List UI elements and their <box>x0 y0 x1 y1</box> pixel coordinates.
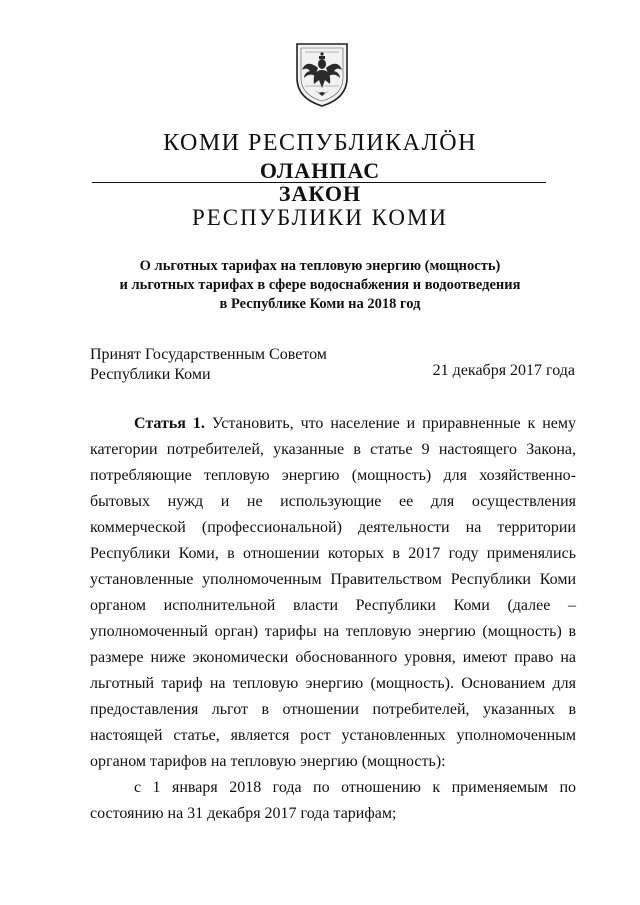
republic-header: РЕСПУБЛИКИ КОМИ <box>191 205 449 230</box>
article-1-label: Статья 1. <box>134 415 205 432</box>
law-title <box>100 257 540 314</box>
zakon-header: ЗАКОН <box>278 181 362 206</box>
law-title-line: О льготных тарифах на тепловую энергию (мощность) <box>139 258 501 274</box>
article-1-paragraph <box>90 411 576 775</box>
komi-republic-header: КОМИ РЕСПУБЛИКАЛӦН <box>163 130 477 156</box>
komi-coat-of-arms-icon <box>293 40 351 108</box>
adoption-line: Принят Государственным Советом <box>90 346 327 363</box>
adoption-note <box>90 345 327 385</box>
law-title-line: и льготных тарифах в сфере водоснабжения и водоотведения <box>119 277 521 293</box>
law-title-line: в Республике Коми на 2018 год <box>219 296 421 312</box>
article-1-text: Установить, что население и приравненные к нему категории потребителей, указанные в статье 9 настоящего Закона, потребляющие тепловую энергию (мощность) для хозяйственно-бытовых нужд и не использующие ее для осуществления коммерческой (профессиональной) деятельности на территории Республики Коми, в отношении которых в 2017 году применялись установленные уполномоченным Правительством Республики Коми органом исполнительной власти Республики Коми (далее – уполномоченный орган) тарифы на тепловую энергию (мощность) в размере ниже экономически обоснованного уровня, имеют право на льготный тариф на тепловую энергию (мощность). Основанием для предоставления льгот в отношении потребителей, указанных в настоящей статье, является рост установленных уполномоченным органом тарифов на тепловую энергию (мощность): <box>90 415 577 770</box>
adoption-date: 21 декабря 2017 года <box>432 362 575 379</box>
adoption-line: Республики Коми <box>90 366 211 383</box>
olanpas-header: ОЛАНПАС <box>259 158 381 183</box>
article-1-item: с 1 января 2018 года по отношению к применяемым по состоянию на 31 декабря 2017 года тарифам; <box>90 779 576 822</box>
article-1 <box>90 411 576 827</box>
